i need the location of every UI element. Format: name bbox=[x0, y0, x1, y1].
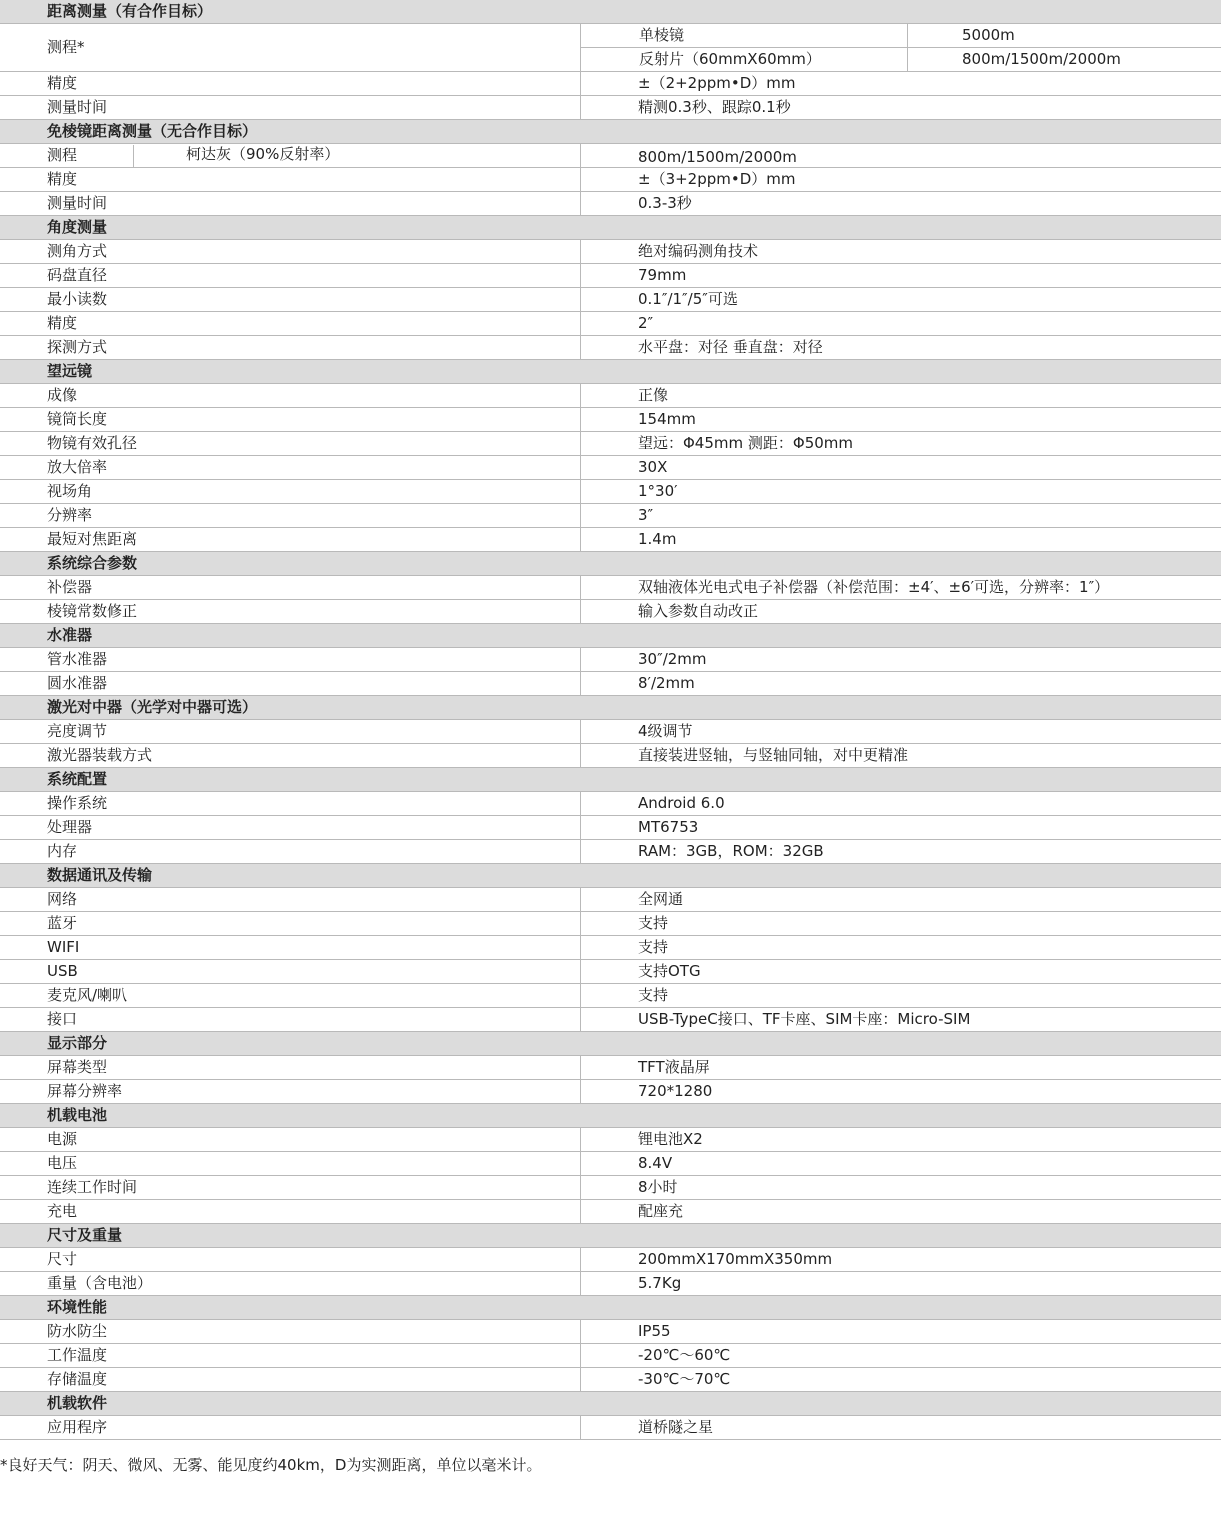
table-row bbox=[0, 432, 1221, 456]
table-row bbox=[0, 912, 1221, 936]
table-row bbox=[0, 384, 1221, 408]
table-row bbox=[0, 336, 1221, 360]
column-divider bbox=[580, 720, 581, 744]
section-header bbox=[0, 552, 1221, 576]
row-label: 管水准器 bbox=[47, 650, 108, 668]
table-row bbox=[0, 600, 1221, 624]
row-value: 望远：Φ45mm 测距：Φ50mm bbox=[638, 434, 854, 452]
section-header bbox=[0, 768, 1221, 792]
table-row bbox=[0, 24, 1221, 72]
row-label: 最短对焦距离 bbox=[47, 530, 138, 548]
section-header bbox=[0, 864, 1221, 888]
table-row bbox=[0, 528, 1221, 552]
column-divider bbox=[580, 1416, 581, 1440]
row-label: 工作温度 bbox=[47, 1346, 108, 1364]
row-value: 0.3-3秒 bbox=[638, 194, 692, 212]
table-row bbox=[0, 1152, 1221, 1176]
column-divider bbox=[580, 888, 581, 912]
row-value: Android 6.0 bbox=[638, 794, 725, 812]
section-title: 望远镜 bbox=[47, 362, 93, 380]
row-value: 8.4V bbox=[638, 1154, 673, 1172]
footnote: *良好天气：阴天、微风、无雾、能见度约40km，D为实测距离，单位以毫米计。 bbox=[0, 1456, 542, 1474]
row-label: 最小读数 bbox=[47, 290, 108, 308]
table-row bbox=[0, 1008, 1221, 1032]
column-divider bbox=[580, 504, 581, 528]
table-row bbox=[0, 576, 1221, 600]
section-header bbox=[0, 1224, 1221, 1248]
column-divider bbox=[580, 1320, 581, 1344]
column-divider bbox=[580, 936, 581, 960]
table-row bbox=[0, 504, 1221, 528]
table-row bbox=[0, 1368, 1221, 1392]
row-value: 720*1280 bbox=[638, 1082, 713, 1100]
row-value: 3″ bbox=[638, 506, 654, 524]
row-value: 水平盘：对径 垂直盘：对径 bbox=[638, 338, 823, 356]
row-value: 道桥隧之星 bbox=[638, 1418, 714, 1436]
sub-row-name: 单棱镜 bbox=[639, 26, 685, 44]
row-value: -20℃～60℃ bbox=[638, 1346, 731, 1364]
row-label: 屏幕分辨率 bbox=[47, 1082, 123, 1100]
column-divider bbox=[580, 144, 581, 168]
column-divider bbox=[580, 384, 581, 408]
table-row bbox=[0, 672, 1221, 696]
section-title: 角度测量 bbox=[47, 218, 108, 236]
column-divider bbox=[580, 984, 581, 1008]
row-label: 内存 bbox=[47, 842, 78, 860]
row-value: ±（2+2ppm•D）mm bbox=[638, 74, 796, 92]
row-label: 测角方式 bbox=[47, 242, 108, 260]
column-divider bbox=[580, 816, 581, 840]
table-row bbox=[0, 888, 1221, 912]
table-row bbox=[0, 960, 1221, 984]
column-divider bbox=[580, 1272, 581, 1296]
table-row bbox=[0, 480, 1221, 504]
section-header bbox=[0, 120, 1221, 144]
table-row bbox=[0, 312, 1221, 336]
row-value: 200mmX170mmX350mm bbox=[638, 1250, 833, 1268]
column-divider bbox=[580, 744, 581, 768]
section-header bbox=[0, 0, 1221, 24]
column-divider bbox=[580, 1248, 581, 1272]
table-row bbox=[0, 1056, 1221, 1080]
column-divider bbox=[580, 432, 581, 456]
row-label: 视场角 bbox=[47, 482, 93, 500]
column-divider bbox=[580, 288, 581, 312]
table-row bbox=[0, 744, 1221, 768]
row-label: 探测方式 bbox=[47, 338, 108, 356]
row-label: 测量时间 bbox=[47, 194, 108, 212]
section-header bbox=[0, 1392, 1221, 1416]
table-row bbox=[0, 1272, 1221, 1296]
column-divider bbox=[580, 1152, 581, 1176]
row-label: 测量时间 bbox=[47, 98, 108, 116]
row-value: MT6753 bbox=[638, 818, 699, 836]
table-row bbox=[0, 936, 1221, 960]
section-header bbox=[0, 696, 1221, 720]
column-divider bbox=[580, 72, 581, 96]
row-label: 测程* bbox=[47, 38, 85, 56]
table-row bbox=[0, 192, 1221, 216]
row-value: 锂电池X2 bbox=[638, 1130, 703, 1148]
table-row bbox=[0, 840, 1221, 864]
section-header bbox=[0, 1032, 1221, 1056]
column-divider bbox=[580, 1080, 581, 1104]
table-row bbox=[0, 720, 1221, 744]
row-value: 绝对编码测角技术 bbox=[638, 242, 759, 260]
table-row bbox=[0, 408, 1221, 432]
table-row bbox=[0, 984, 1221, 1008]
row-value: IP55 bbox=[638, 1322, 671, 1340]
row-label: 电压 bbox=[47, 1154, 78, 1172]
row-label: 操作系统 bbox=[47, 794, 108, 812]
table-row bbox=[0, 816, 1221, 840]
table-row bbox=[0, 264, 1221, 288]
row-label: 补偿器 bbox=[47, 578, 93, 596]
row-value: 支持 bbox=[638, 986, 669, 1004]
sub-row bbox=[581, 24, 1221, 48]
column-divider bbox=[580, 576, 581, 600]
section-header bbox=[0, 360, 1221, 384]
column-divider bbox=[133, 145, 134, 168]
row-value: 全网通 bbox=[638, 890, 684, 908]
row-value: 8小时 bbox=[638, 1178, 678, 1196]
row-label: 屏幕类型 bbox=[47, 1058, 108, 1076]
section-title: 激光对中器（光学对中器可选） bbox=[47, 698, 258, 716]
section-title: 机载软件 bbox=[47, 1394, 108, 1412]
table-row bbox=[0, 792, 1221, 816]
row-label: 精度 bbox=[47, 74, 78, 92]
column-divider bbox=[580, 1200, 581, 1224]
row-value: 800m/1500m/2000m bbox=[638, 148, 797, 166]
row-value: 1.4m bbox=[638, 530, 677, 548]
row-value: RAM：3GB，ROM：32GB bbox=[638, 842, 824, 860]
table-row bbox=[0, 288, 1221, 312]
row-value: 4级调节 bbox=[638, 722, 693, 740]
table-row bbox=[0, 1200, 1221, 1224]
row-value: ±（3+2ppm•D）mm bbox=[638, 170, 796, 188]
table-row bbox=[0, 1080, 1221, 1104]
column-divider bbox=[580, 408, 581, 432]
row-value: 5.7Kg bbox=[638, 1274, 682, 1292]
row-value: 直接装进竖轴，与竖轴同轴，对中更精准 bbox=[638, 746, 909, 764]
section-title: 系统配置 bbox=[47, 770, 108, 788]
column-divider bbox=[580, 672, 581, 696]
section-title: 尺寸及重量 bbox=[47, 1226, 123, 1244]
table-row bbox=[0, 456, 1221, 480]
column-divider bbox=[580, 1344, 581, 1368]
column-divider bbox=[580, 336, 581, 360]
section-header bbox=[0, 1104, 1221, 1128]
section-title: 机载电池 bbox=[47, 1106, 108, 1124]
column-divider bbox=[580, 456, 581, 480]
column-divider bbox=[907, 24, 908, 48]
column-divider bbox=[580, 912, 581, 936]
row-label: 镜筒长度 bbox=[47, 410, 108, 428]
table-row bbox=[0, 1416, 1221, 1440]
row-value: 8′/2mm bbox=[638, 674, 695, 692]
row-value: 正像 bbox=[638, 386, 669, 404]
table-row bbox=[0, 96, 1221, 120]
section-title: 环境性能 bbox=[47, 1298, 108, 1316]
row-label: 存储温度 bbox=[47, 1370, 108, 1388]
table-row bbox=[0, 1128, 1221, 1152]
row-label: 连续工作时间 bbox=[47, 1178, 138, 1196]
row-value: 配座充 bbox=[638, 1202, 684, 1220]
row-label: 放大倍率 bbox=[47, 458, 108, 476]
row-label: 亮度调节 bbox=[47, 722, 108, 740]
column-divider bbox=[580, 312, 581, 336]
row-value: 79mm bbox=[638, 266, 687, 284]
row-label: 重量（含电池） bbox=[47, 1274, 153, 1292]
table-row bbox=[0, 1248, 1221, 1272]
row-label: 处理器 bbox=[47, 818, 93, 836]
section-title: 免棱镜距离测量（无合作目标） bbox=[47, 122, 258, 140]
row-label: 分辨率 bbox=[47, 506, 93, 524]
row-value: 支持 bbox=[638, 938, 669, 956]
row-value: 支持 bbox=[638, 914, 669, 932]
section-title: 显示部分 bbox=[47, 1034, 108, 1052]
row-label: 应用程序 bbox=[47, 1418, 108, 1436]
table-row bbox=[0, 1344, 1221, 1368]
column-divider bbox=[580, 1176, 581, 1200]
column-divider bbox=[580, 648, 581, 672]
column-divider bbox=[580, 1056, 581, 1080]
row-label: 激光器装载方式 bbox=[47, 746, 153, 764]
row-label: 棱镜常数修正 bbox=[47, 602, 138, 620]
table-row bbox=[0, 72, 1221, 96]
section-header bbox=[0, 1296, 1221, 1320]
row-label: 码盘直径 bbox=[47, 266, 108, 284]
row-value: TFT液晶屏 bbox=[638, 1058, 710, 1076]
column-divider bbox=[580, 1008, 581, 1032]
row-label: 蓝牙 bbox=[47, 914, 78, 932]
row-value: 0.1″/1″/5″可选 bbox=[638, 290, 738, 308]
row-value: 30″/2mm bbox=[638, 650, 707, 668]
row-label: USB bbox=[47, 962, 78, 980]
table-row bbox=[0, 240, 1221, 264]
row-value: 1°30′ bbox=[638, 482, 678, 500]
row-value: 支持OTG bbox=[638, 962, 701, 980]
column-divider bbox=[580, 96, 581, 120]
column-divider bbox=[580, 960, 581, 984]
row-label: WIFI bbox=[47, 938, 80, 956]
column-divider bbox=[580, 264, 581, 288]
table-row bbox=[0, 168, 1221, 192]
row-label: 测程 bbox=[47, 146, 78, 164]
column-divider bbox=[580, 240, 581, 264]
row-value: 输入参数自动改正 bbox=[638, 602, 759, 620]
spec-sections bbox=[0, 216, 1221, 1440]
row-value: -30℃～70℃ bbox=[638, 1370, 731, 1388]
table-row bbox=[0, 648, 1221, 672]
column-divider bbox=[580, 792, 581, 816]
column-divider bbox=[580, 840, 581, 864]
column-divider bbox=[580, 528, 581, 552]
row-value: 30X bbox=[638, 458, 668, 476]
row-label: 充电 bbox=[47, 1202, 78, 1220]
section-title: 距离测量（有合作目标） bbox=[47, 2, 213, 20]
section-title: 系统综合参数 bbox=[47, 554, 138, 572]
column-divider bbox=[580, 1128, 581, 1152]
row-label: 麦克风/喇叭 bbox=[47, 986, 128, 1004]
column-divider bbox=[580, 168, 581, 192]
row-label: 尺寸 bbox=[47, 1250, 78, 1268]
row-label: 物镜有效孔径 bbox=[47, 434, 138, 452]
row-value: 双轴液体光电式电子补偿器（补偿范围：±4′、±6′可选，分辨率：1″） bbox=[638, 578, 1110, 596]
row-label: 电源 bbox=[47, 1130, 78, 1148]
section-title: 数据通讯及传输 bbox=[47, 866, 153, 884]
column-divider bbox=[580, 480, 581, 504]
row-label: 网络 bbox=[47, 890, 78, 908]
sub-row-value: 800m/1500m/2000m bbox=[962, 50, 1121, 68]
table-row bbox=[0, 1176, 1221, 1200]
sub-row bbox=[581, 48, 1221, 71]
row-label: 防水防尘 bbox=[47, 1322, 108, 1340]
row-sublabel: 柯达灰（90%反射率） bbox=[186, 145, 340, 163]
row-value: 154mm bbox=[638, 410, 696, 428]
column-divider bbox=[580, 192, 581, 216]
table-row bbox=[0, 144, 1221, 168]
table-row bbox=[0, 1320, 1221, 1344]
row-value: 精测0.3秒、跟踪0.1秒 bbox=[638, 98, 791, 116]
row-label: 圆水准器 bbox=[47, 674, 108, 692]
column-divider bbox=[580, 600, 581, 624]
row-value: 2″ bbox=[638, 314, 654, 332]
column-divider bbox=[580, 1368, 581, 1392]
row-label: 精度 bbox=[47, 314, 78, 332]
row-label: 接口 bbox=[47, 1010, 78, 1028]
row-label: 成像 bbox=[47, 386, 78, 404]
row-value: USB-TypeC接口、TF卡座、SIM卡座：Micro-SIM bbox=[638, 1010, 971, 1028]
section-header bbox=[0, 624, 1221, 648]
sub-row-value: 5000m bbox=[962, 26, 1015, 44]
column-divider bbox=[907, 48, 908, 71]
section-title: 水准器 bbox=[47, 626, 93, 644]
sub-row-name: 反射片（60mmX60mm） bbox=[639, 50, 821, 68]
row-label: 精度 bbox=[47, 170, 78, 188]
section-header bbox=[0, 216, 1221, 240]
